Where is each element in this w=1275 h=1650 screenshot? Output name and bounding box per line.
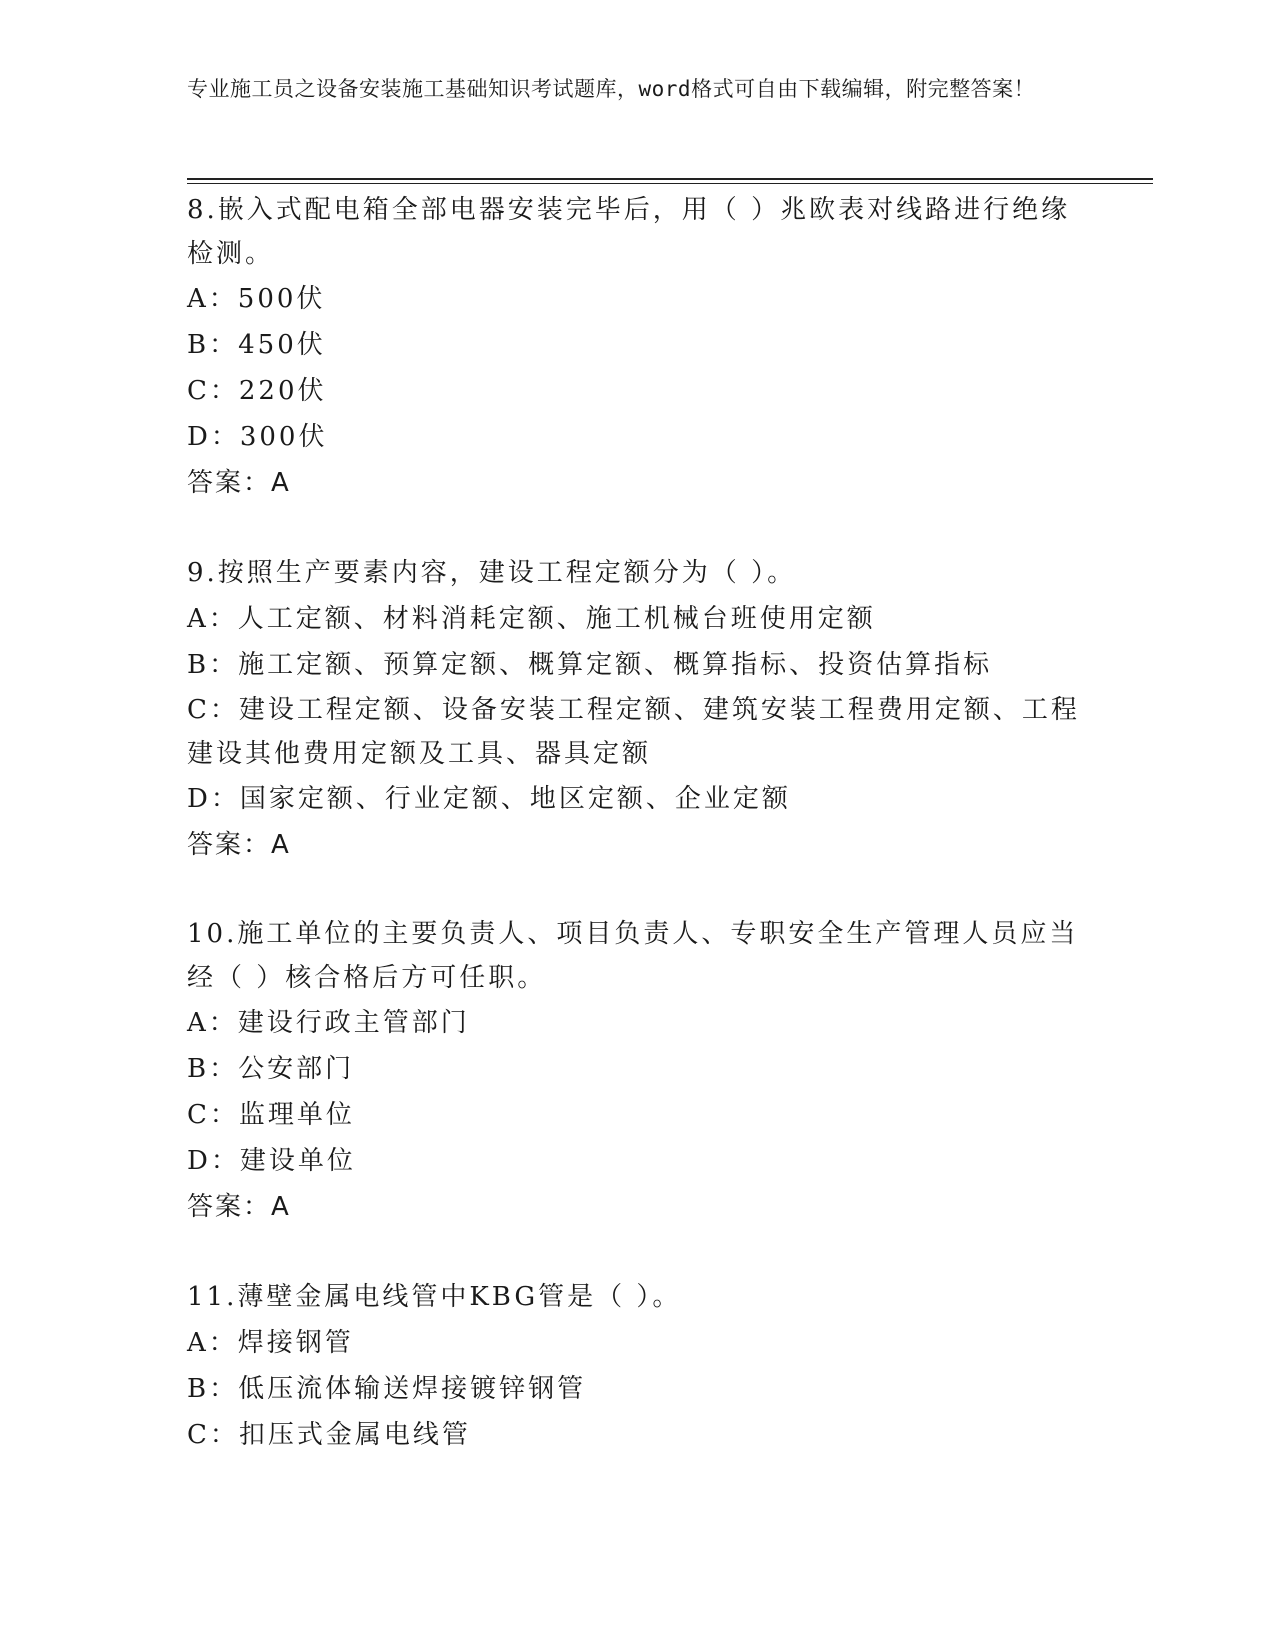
option-d: D：300伏 [187,422,328,452]
option-c: C：扣压式金属电线管 [187,1420,471,1450]
option-a: A：人工定额、材料消耗定额、施工机械台班使用定额 [187,604,876,634]
question-stem: 11.薄壁金属电线管中KBG管是（ ）。 [187,1282,682,1312]
option-b: B：公安部门 [187,1054,355,1084]
question-stem: 8.嵌入式配电箱全部电器安装完毕后，用（ ）兆欧表对线路进行绝缘检测。 [187,195,1071,269]
question-block [187,912,1087,1230]
answer-text: 答案：A [187,468,291,498]
question-list [187,188,1087,1458]
header-divider-thin [187,183,1153,184]
option-b: B：450伏 [187,330,326,360]
question-stem: 10.施工单位的主要负责人、项目负责人、专职安全生产管理人员应当经（ ）核合格后方可任职。 [187,919,1079,993]
option-c: C：220伏 [187,376,327,406]
option-b: B：施工定额、预算定额、概算定额、概算指标、投资估算指标 [187,650,993,680]
question-block [187,1274,1087,1458]
header-divider-thick [187,178,1153,180]
answer-text: 答案：A [187,830,291,860]
answer-text: 答案：A [187,1192,291,1222]
question-block [187,188,1087,506]
option-c: C：建设工程定额、设备安装工程定额、建筑安装工程费用定额、工程建设其他费用定额及工具、器具定额 [187,695,1080,769]
question-block [187,550,1087,868]
option-a: A：焊接钢管 [187,1328,354,1358]
option-a: A：建设行政主管部门 [187,1008,470,1038]
option-a: A：500伏 [187,284,326,314]
option-b: B：低压流体输送焊接镀锌钢管 [187,1374,587,1404]
option-c: C：监理单位 [187,1100,355,1130]
option-d: D：国家定额、行业定额、地区定额、企业定额 [187,784,791,814]
option-d: D：建设单位 [187,1146,356,1176]
question-stem: 9.按照生产要素内容，建设工程定额分为（ ）。 [187,558,797,588]
header-description: 专业施工员之设备安装施工基础知识考试题库，word格式可自由下载编辑，附完整答案！ [187,77,1036,101]
